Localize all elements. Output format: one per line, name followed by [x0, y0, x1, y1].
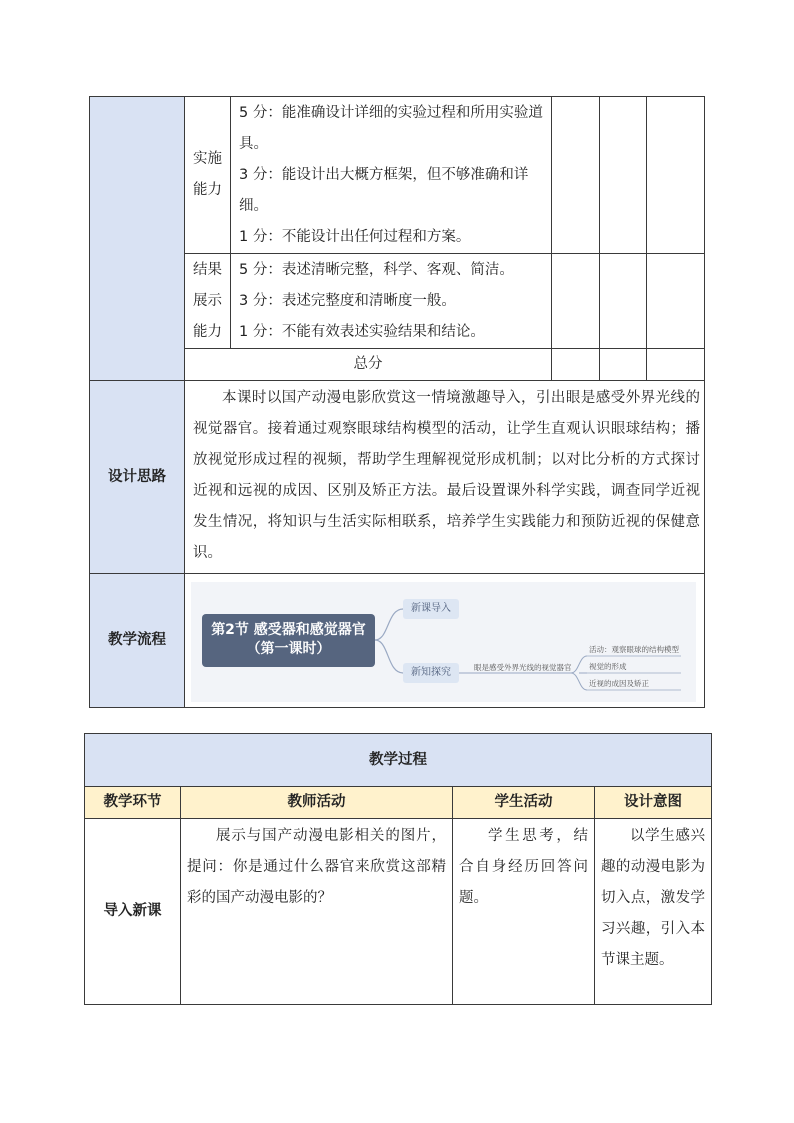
mindmap [191, 582, 696, 702]
table-caption: 教学过程 [85, 734, 712, 787]
column-header-intent: 设计意图 [595, 787, 712, 819]
stage-cell: 导入新课 [85, 819, 181, 1005]
design-intent-cell [595, 819, 712, 1005]
column-header-teacher: 教师活动 [181, 787, 453, 819]
mindmap-subtopic: 眼是感受外界光线的视觉器官 [474, 663, 572, 672]
student-activity-cell [453, 819, 595, 1005]
teacher-activity-text: 展示与国产动漫电影相关的图片，提问：你是通过什么器官来欣赏这部精彩的国产动漫电影的？ [187, 828, 446, 906]
mindmap-leaf: 近视的成因及矫正 [589, 679, 649, 688]
score-cell[interactable] [600, 254, 647, 349]
criteria-presentation [231, 254, 552, 349]
criterion-line: 5 分：能准确设计详细的实验过程和所用实验道具。 [239, 105, 543, 152]
criterion-line: 3 分：表述完整度和清晰度一般。 [239, 293, 456, 309]
design-idea-cell [185, 381, 705, 574]
criterion-line: 3 分：能设计出大概方框架，但不够准确和详细。 [239, 167, 529, 214]
mindmap-node-explore: 新知探究 [403, 663, 459, 683]
design-intent-text: 以学生感兴趣的动漫电影为切入点，激发学习兴趣，引入本节课主题。 [601, 828, 705, 968]
column-header-student: 学生活动 [453, 787, 595, 819]
criterion-line: 5 分：表述清晰完整，科学、客观、简洁。 [239, 262, 514, 278]
mindmap-title: 第2节 感受器和感觉器官（第一课时） [202, 614, 375, 667]
total-score-cell[interactable] [647, 349, 705, 381]
teacher-activity-cell [181, 819, 453, 1005]
score-cell[interactable] [647, 254, 705, 349]
teaching-process-table [84, 733, 712, 1005]
criterion-label-presentation: 结果展示能力 [185, 254, 231, 349]
score-cell[interactable] [552, 97, 600, 254]
mindmap-leaf: 视觉的形成 [589, 662, 627, 671]
design-idea-text: 本课时以国产动漫电影欣赏这一情境激趣导入，引出眼是感受外界光线的视觉器官。接着通过观察眼球结构模型的活动，让学生直观认识眼球结构；播放视觉形成过程的视频，帮助学生理解视觉形成机制；以对比分析的方式探讨近视和远视的成因、区别及矫正方法。最后设置课外科学实践，调查同学近视发生情况，将知识与生活实际相联系，培养学生实践能力和预防近视的保健意识。 [193, 390, 700, 561]
total-score-cell[interactable] [552, 349, 600, 381]
evaluation-table [89, 96, 705, 708]
total-score-cell[interactable] [600, 349, 647, 381]
design-idea-label: 设计思路 [90, 381, 185, 574]
blank-side-cell [90, 97, 185, 381]
mindmap-node-intro: 新课导入 [403, 599, 459, 619]
student-activity-text: 学生思考，结合自身经历回答问题。 [459, 828, 588, 906]
criteria-implementation [231, 97, 552, 254]
criterion-label-implementation: 实施能力 [185, 97, 231, 254]
mindmap-leaf: 活动：观察眼球的结构模型 [589, 645, 679, 654]
criterion-line: 1 分：不能设计出任何过程和方案。 [239, 229, 471, 245]
score-cell[interactable] [600, 97, 647, 254]
teaching-flow-label: 教学流程 [90, 574, 185, 708]
column-header-stage: 教学环节 [85, 787, 181, 819]
total-label: 总分 [185, 349, 552, 381]
criterion-line: 1 分：不能有效表述实验结果和结论。 [239, 324, 485, 340]
teaching-flow-cell [185, 574, 705, 708]
score-cell[interactable] [647, 97, 705, 254]
score-cell[interactable] [552, 254, 600, 349]
